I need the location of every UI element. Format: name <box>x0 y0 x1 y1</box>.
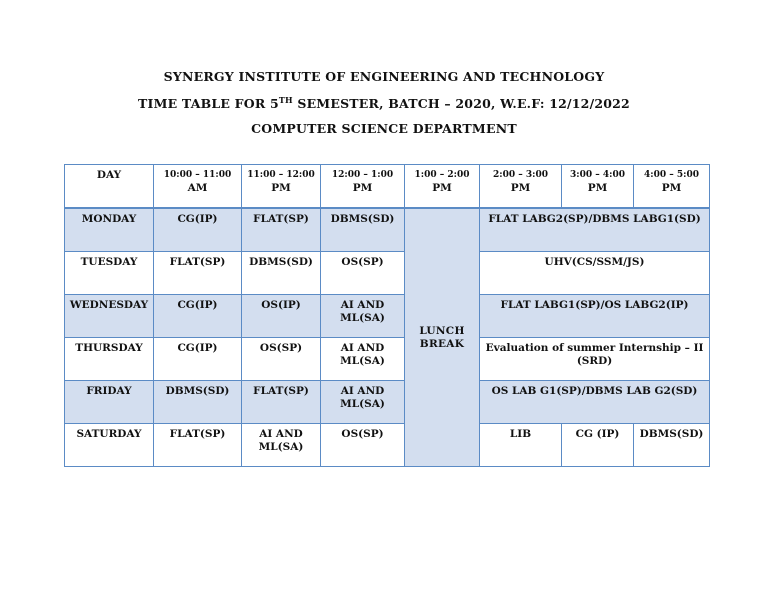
col-header-line1: 1:00 – 2:00 <box>414 170 470 180</box>
timetable <box>64 164 710 467</box>
timetable-title-suffix: SEMESTER, BATCH – 2020, W.E.F: 12/12/2022 <box>292 96 630 112</box>
class-cell: FLAT(SP) <box>154 424 242 467</box>
afternoon-cell: OS LAB G1(SP)/DBMS LAB G2(SD) <box>480 381 710 424</box>
lunch-break-cell: LUNCH BREAK <box>405 208 480 467</box>
table-row-thursday <box>65 338 710 381</box>
class-cell: OS(SP) <box>321 424 405 467</box>
class-cell: AI AND ML(SA) <box>321 295 405 338</box>
day-cell: SATURDAY <box>65 424 154 467</box>
day-cell: WEDNESDAY <box>65 295 154 338</box>
timetable-title-prefix: TIME TABLE FOR 5 <box>138 96 279 112</box>
class-cell: CG(IP) <box>154 295 242 338</box>
col-header-line2: PM <box>271 182 291 194</box>
afternoon-cell: FLAT LABG1(SP)/OS LABG2(IP) <box>480 295 710 338</box>
class-cell: AI AND ML(SA) <box>321 381 405 424</box>
col-header-line1: 3:00 – 4:00 <box>570 170 625 180</box>
class-cell: OS(SP) <box>321 252 405 295</box>
afternoon-cell: Evaluation of summer Internship – II (SRD) <box>480 338 710 381</box>
col-header-line2: PM <box>432 182 452 194</box>
col-header-line2: PM <box>661 182 682 194</box>
timetable-title <box>0 95 768 111</box>
afternoon-cell: FLAT LABG2(SP)/DBMS LABG1(SD) <box>480 208 710 252</box>
class-cell: CG(IP) <box>154 208 242 252</box>
class-cell: OS(IP) <box>242 295 321 338</box>
class-cell: FLAT(SP) <box>242 381 321 424</box>
table-row-friday <box>65 381 710 424</box>
col-header-slot-6 <box>562 165 634 209</box>
day-cell: MONDAY <box>65 208 154 252</box>
day-cell: THURSDAY <box>65 338 154 381</box>
col-header-slot-2 <box>242 165 321 209</box>
afternoon-cell: CG (IP) <box>562 424 634 467</box>
day-cell: FRIDAY <box>65 381 154 424</box>
col-header-line2: PM <box>510 182 531 194</box>
class-cell: DBMS(SD) <box>242 252 321 295</box>
day-cell: TUESDAY <box>65 252 154 295</box>
col-header-slot-5 <box>480 165 562 209</box>
col-header-line2: PM <box>587 182 608 194</box>
col-header-line1: DAY <box>96 169 122 181</box>
class-cell: AI AND ML(SA) <box>242 424 321 467</box>
class-cell: FLAT(SP) <box>242 208 321 252</box>
class-cell: DBMS(SD) <box>154 381 242 424</box>
col-header-line1: 11:00 – 12:00 <box>247 170 315 180</box>
col-header-slot-3 <box>321 165 405 209</box>
col-header-slot-1 <box>154 165 242 209</box>
class-cell: OS(SP) <box>242 338 321 381</box>
afternoon-cell: DBMS(SD) <box>634 424 710 467</box>
institute-title: SYNERGY INSTITUTE OF ENGINEERING AND TECHNOLOGY <box>163 69 605 84</box>
col-header-line1: 12:00 – 1:00 <box>331 170 394 180</box>
col-header-slot-7 <box>634 165 710 209</box>
afternoon-cell: UHV(CS/SSM/JS) <box>480 252 710 295</box>
col-header-line1: 10:00 – 11:00 <box>163 170 232 180</box>
department-title: COMPUTER SCIENCE DEPARTMENT <box>251 121 517 136</box>
class-cell: CG(IP) <box>154 338 242 381</box>
class-cell: DBMS(SD) <box>321 208 405 252</box>
timetable-title-sup: TH <box>278 95 293 105</box>
col-header-slot-4 <box>405 165 480 209</box>
table-row-monday <box>65 208 710 252</box>
header-row <box>65 165 710 209</box>
class-cell: FLAT(SP) <box>154 252 242 295</box>
table-row-tuesday <box>65 252 710 295</box>
col-header-line2: AM <box>187 182 208 194</box>
table-row-wednesday <box>65 295 710 338</box>
col-header-line1: 4:00 – 5:00 <box>644 170 699 180</box>
col-header-line2: PM <box>352 182 373 194</box>
table-row-saturday <box>65 424 710 467</box>
afternoon-cell: LIB <box>480 424 562 467</box>
class-cell: AI AND ML(SA) <box>321 338 405 381</box>
col-header-line1: 2:00 – 3:00 <box>493 170 548 180</box>
col-header-day <box>65 165 154 209</box>
